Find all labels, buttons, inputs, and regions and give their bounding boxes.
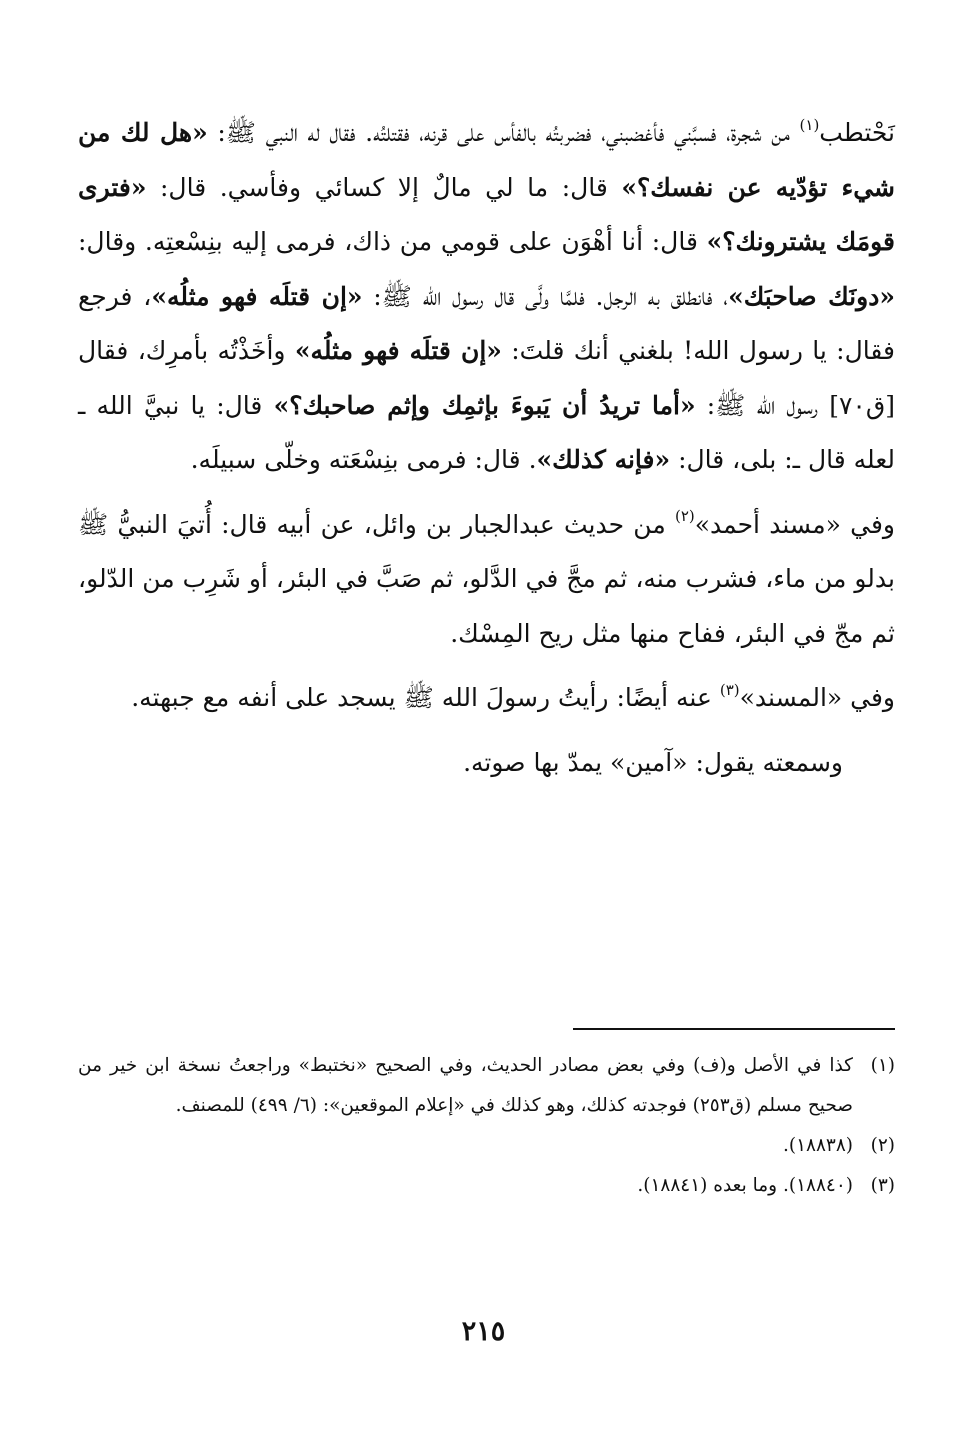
paragraph-4: وسمعته يقول: «آمين» يمدّ بها صوته. [463,747,843,777]
hadith-quote: «هل لك من شيء تؤدّيه عن نفسك؟» [78,118,895,202]
footnote-text: (١٨٨٣٨). [782,1135,853,1156]
page-number: ٢١٥ [461,1316,506,1347]
text-run: . قال: فرمى بنِسْعَته وخلّى سبيلَه. [190,445,537,474]
footnote-1 [78,1046,895,1126]
text-run: عنه أيضًا: رأيتُ رسولَ الله ﷺ يسجد على أنفه مع جبهته. [131,683,720,712]
footnote-number: (٢) [870,1135,895,1156]
hadith-quote: «فترى قومَك يشترونك؟» [78,172,896,256]
text-run: قال: يا نبيَّ الله ـ لعله قال ـ: بلى، قال: [78,390,895,474]
main-text [78,106,895,790]
footnote-separator [573,1028,895,1030]
hadith-quote: «دونَك صاحبَك» [728,281,895,311]
hadith-quote: «أما تريدُ أن يَبوءَ بإثمِك وإثم صاحبك؟» [273,390,696,420]
text-run: وفي «المسند» [739,683,895,712]
text-run: ، فانطلق به الرجل. فلمَّا ولَّى قال رسول الله ﷺ: [362,281,729,311]
footnote-text: (١٨٨٤٠). وما بعده (١٨٨٤١). [637,1175,853,1196]
hadith-quote: «فإنه كذلك» [536,445,671,474]
hadith-quote: «إن قتلَه فهو مثلُه» [151,281,363,311]
footnote-marker-3: (٣) [719,680,740,699]
footnote-marker-1: (١) [799,115,820,134]
text-run: من حديث عبدالجبار بن وائل، عن أبيه قال: أُتيَ النبيُّ ﷺ بدلو من ماء، فشرب منه، ثم مجَّ في الدَّلو، ثم صَبَّ في البئر، أو شَرِب من الدّلو، ثم مجّ في البئر، ففاح منها مثل ريح المِسْك. [78,509,895,648]
footnote-2 [78,1126,895,1166]
text-run: قال: ما لي مالٌ إلا كسائي وفأسي. قال: [146,172,622,202]
footnote-marker-2: (٢) [674,507,695,526]
text-run: قال: أنا أهْوَن على قومي من ذاك، فرمى إليه بنِسْعتِه. وقال: [78,227,707,256]
footnote-number: (١) [870,1055,895,1076]
paragraph-3 [78,671,895,726]
text-run: وفي «مسند أحمد» [694,509,895,539]
text-run: من شجرة، فسبَّني فأغضبني، فضربتُه بالفأس على قرنه، فقتلتُه. فقال له النبي ﷺ: [207,118,800,147]
paragraph-2 [78,498,895,662]
text-run: وأخَذْتُه بأمرِك، فقال [ق٧٠] رسول الله ﷺ: [78,336,896,420]
footnotes [78,1046,895,1206]
paragraph-1 [78,106,895,488]
footnote-number: (٣) [870,1175,895,1196]
footnote-text: كذا في الأصل و(ف) وفي بعض مصادر الحديث، وفي الصحيح «نختبط» وراجعتُ نسخة ابن خير من صحيح مسلم (ق٢٥٣) فوجدته كذلك، وهو كذلك في «إعلام الموقعين»: (٦/ ٤٩٩) للمصنف. [78,1055,853,1116]
text-run: نَحْتطب [819,118,895,147]
hadith-quote: «إن قتلَه فهو مثلُه» [294,336,502,365]
text-run: ، فرجع فقال: يا رسول الله! بلغني أنك قلتَ: [78,281,895,365]
footnote-3 [78,1166,895,1206]
